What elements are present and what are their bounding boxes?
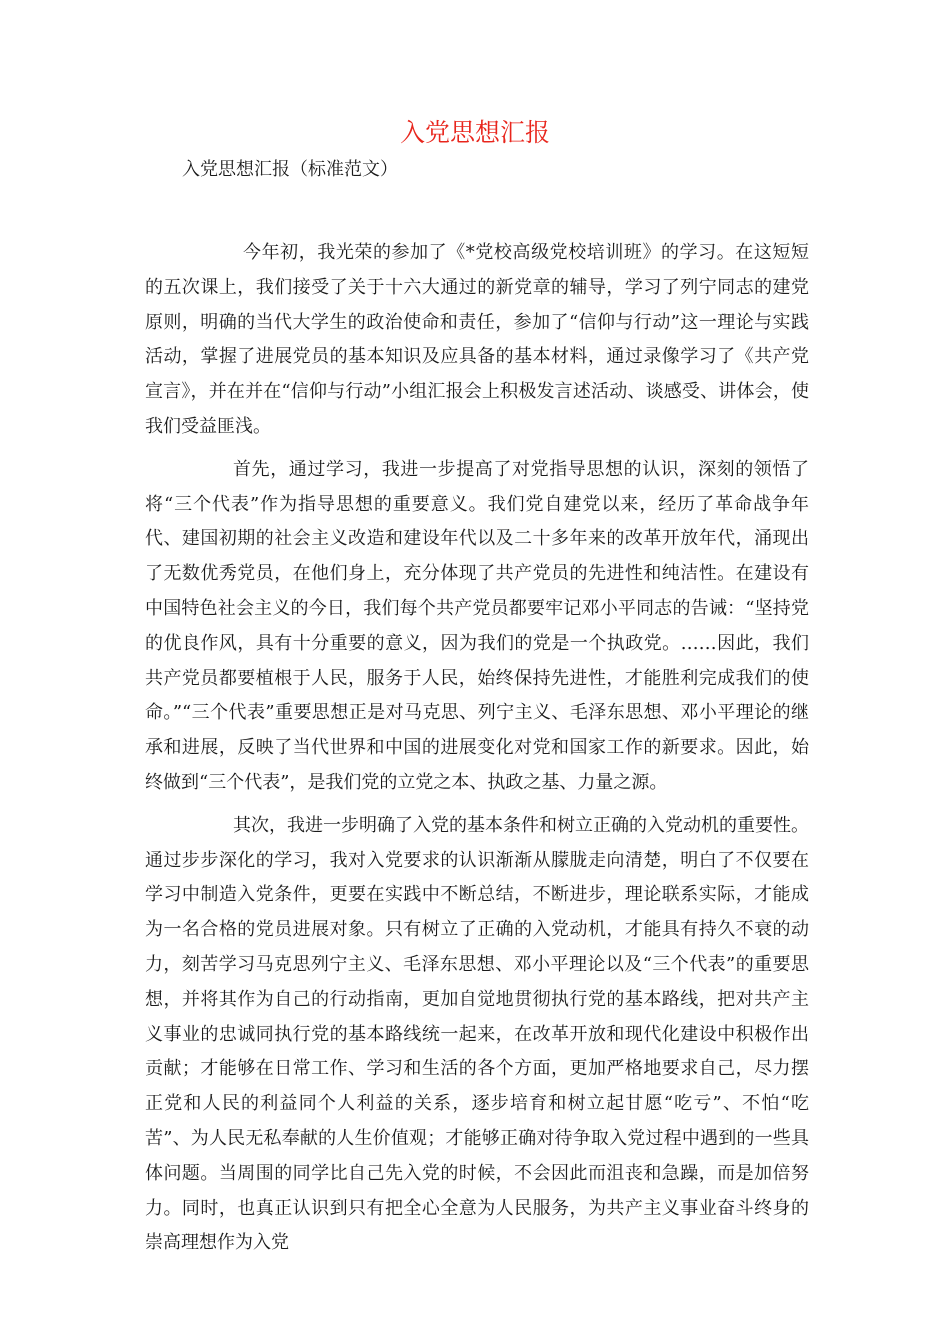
document-body	[145, 236, 809, 1269]
paragraph-1: 今年初，我光荣的参加了《*党校高级党校培训班》的学习。在这短短的五次课上，我们接受了关于十六大通过的新党章的辅导，学习了列宁同志的建党原则，明确的当代大学生的政治使命和责任，参加了“信仰与行动”这一理论与实践活动，掌握了进展党员的基本知识及应具备的基本材料，通过录像学习了《共产党宣言》，并在并在“信仰与行动”小组汇报会上积极发言述活动、谈感受、讲体会，使我们受益匪浅。	[145, 242, 809, 437]
paragraph-3: 其次，我进一步明确了入党的基本条件和树立正确的入党动机的重要性。通过步步深化的学习，我对入党要求的认识渐渐从朦胧走向清楚，明白了不仅要在学习中制造入党条件，更要在实践中不断总结，不断进步，理论联系实际，才能成为一名合格的党员进展对象。只有树立了正确的入党动机，才能具有持久不衰的动力，刻苦学习马克思列宁主义、毛泽东思想、邓小平理论以及“三个代表”的重要思想，并将其作为自己的行动指南，更加自觉地贯彻执行党的基本路线，把对共产主义事业的忠诚同执行党的基本路线统一起来，在改革开放和现代化建设中积极作出贡献；才能够在日常工作、学习和生活的各个方面，更加严格地要求自己，尽力摆正党和人民的利益同个人利益的关系，逐步培育和树立起甘愿“吃亏”、不怕“吃苦”、为人民无私奉献的人生价值观；才能够正确对待争取入党过程中遇到的一些具体问题。当周围的同学比自己先入党的时候，不会因此而沮丧和急躁，而是加倍努力。同时，也真正认识到只有把全心全意为人民服务，为共产主义事业奋斗终身的崇高理想作为入党	[145, 814, 809, 1254]
document-subtitle: 入党思想汇报（标准范文）	[182, 159, 398, 180]
paragraph-2: 首先，通过学习，我进一步提高了对党指导思想的认识，深刻的领悟了将“三个代表”作为指导思想的重要意义。我们党自建党以来，经历了革命战争年代、建国初期的社会主义改造和建设年代以及二十多年来的改革开放年代，涌现出了无数优秀党员，在他们身上，充分体现了共产党员的先进性和纯洁性。在建设有中国特色社会主义的今日，我们每个共产党员都要牢记邓小平同志的告诫：“坚持党的优良作风，具有十分重要的意义，因为我们的党是一个执政党。……因此，我们共产党员都要植根于人民，服务于人民，始终保持先进性，才能胜利完成我们的使命。”“三个代表”重要思想正是对马克思、列宁主义、毛泽东思想、邓小平理论的继承和进展，反映了当代世界和中国的进展变化对党和国家工作的新要求。因此，始终做到“三个代表”，是我们党的立党之本、执政之基、力量之源。	[145, 458, 809, 793]
document-title: 入党思想汇报	[399, 118, 550, 147]
